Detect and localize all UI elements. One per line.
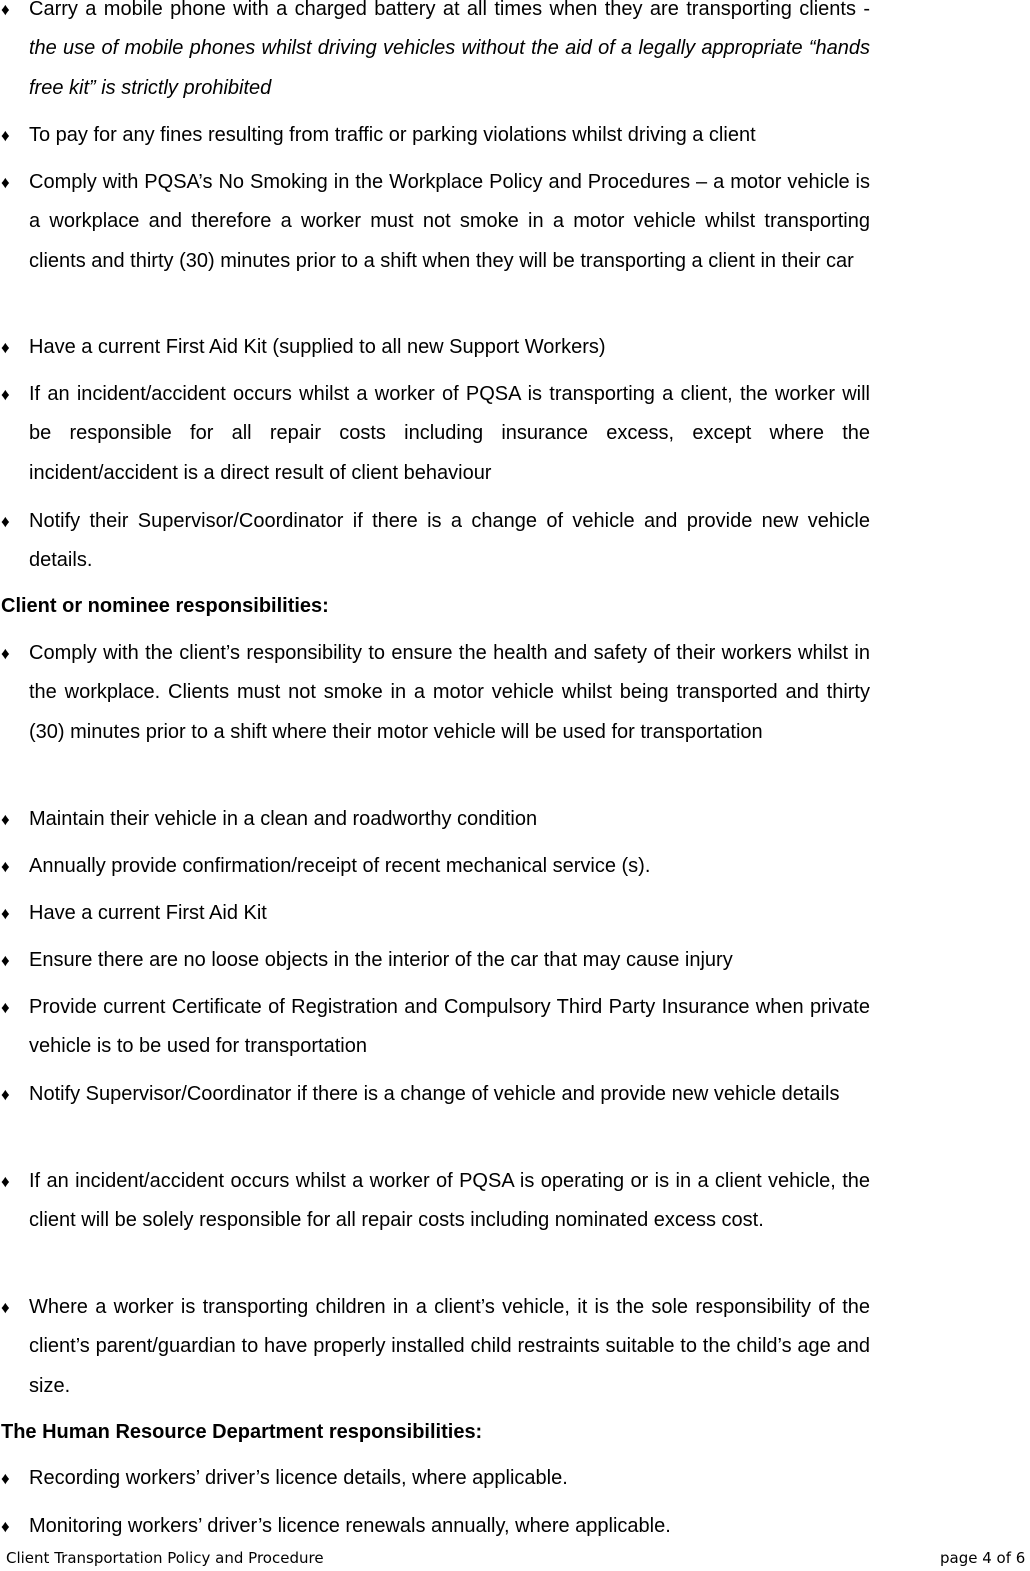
diamond-bullet-icon: ♦ [1,1172,10,1191]
list-item [0,847,870,886]
list-item-text: To pay for any fines resulting from traffic or parking violations whilst driving a client [29,124,756,146]
list-item [0,502,870,581]
list-item [0,1507,870,1546]
diamond-bullet-icon: ♦ [1,126,10,145]
list-item-text: Have a current First Aid Kit (supplied to all new Support Workers) [29,336,606,358]
footer-title: Client Transportation Policy and Procedure [6,1549,324,1567]
list-item-text: Ensure there are no loose objects in the interior of the car that may cause injury [29,949,733,971]
list-item-text: Notify their Supervisor/Coordinator if there is a change of vehicle and provide new vehicle details. [29,510,870,572]
diamond-bullet-icon: ♦ [1,1469,10,1488]
diamond-bullet-icon: ♦ [1,1517,10,1536]
list-item-text: Have a current First Aid Kit [29,902,267,924]
list-item-text: Provide current Certificate of Registration and Compulsory Third Party Insurance when private vehicle is to be used for transportation [29,996,870,1058]
list-item [0,1075,870,1114]
list-item-text: If an incident/accident occurs whilst a worker of PQSA is transporting a client, the worker will be responsible for all repair costs including insurance excess, except where the incident/accident is a direct result of client behaviour [29,383,870,484]
diamond-bullet-icon: ♦ [1,173,10,192]
list-item [0,988,870,1067]
list-item [0,800,870,839]
diamond-bullet-icon: ♦ [1,998,10,1017]
list-item [0,894,870,933]
list-item [0,941,870,980]
diamond-bullet-icon: ♦ [1,904,10,923]
diamond-bullet-icon: ♦ [1,810,10,829]
page-number: page 4 of 6 [940,1549,1026,1567]
diamond-bullet-icon: ♦ [1,1298,10,1317]
section-heading-hr: The Human Resource Department responsibilities: [1,1421,483,1443]
diamond-bullet-icon: ♦ [1,385,10,404]
diamond-bullet-icon: ♦ [1,338,10,357]
list-item [0,1162,870,1241]
list-item-text: Comply with PQSA’s No Smoking in the Workplace Policy and Procedures – a motor vehicle is a workplace and therefore a worker must not smoke in a motor vehicle whilst transporting clients and thirty (30) minutes prior to a shift when they will be transporting a client in their car [29,171,870,272]
list-item-text: Where a worker is transporting children in a client’s vehicle, it is the sole responsibility of the client’s parent/guardian to have properly installed child restraints suitable to the child’s age and size. [29,1296,870,1397]
list-item [0,116,870,155]
diamond-bullet-icon: ♦ [1,1085,10,1104]
list-item-text: Annually provide confirmation/receipt of recent mechanical service (s). [29,855,651,877]
list-item [0,328,870,367]
diamond-bullet-icon: ♦ [1,0,10,19]
list-item-text: Comply with the client’s responsibility to ensure the health and safety of their workers whilst in the workplace. Clients must not smoke in a motor vehicle whilst being transported and thirty (30) minutes prior to a shift where their motor vehicle will be used for transportation [29,642,870,743]
list-item-text: Maintain their vehicle in a clean and roadworthy condition [29,808,538,830]
list-item [0,634,870,752]
list-item-italic-text: the use of mobile phones whilst driving vehicles without the aid of a legally appropriate “hands free kit” is strictly prohibited [29,37,870,99]
list-item [0,1459,870,1498]
diamond-bullet-icon: ♦ [1,951,10,970]
list-item-text: If an incident/accident occurs whilst a worker of PQSA is operating or is in a client vehicle, the client will be solely responsible for all repair costs including nominated excess cost. [29,1170,870,1232]
section-heading-client: Client or nominee responsibilities: [1,595,329,617]
list-item-text: Notify Supervisor/Coordinator if there is a change of vehicle and provide new vehicle details [29,1083,840,1105]
list-item [0,1288,870,1406]
list-item [0,375,870,493]
diamond-bullet-icon: ♦ [1,644,10,663]
list-item-text: Carry a mobile phone with a charged battery at all times when they are transporting clients - [29,0,870,20]
list-item [0,0,870,108]
diamond-bullet-icon: ♦ [1,512,10,531]
list-item [0,163,870,281]
list-item-text: Monitoring workers’ driver’s licence renewals annually, where applicable. [29,1515,671,1537]
diamond-bullet-icon: ♦ [1,857,10,876]
list-item-text: Recording workers’ driver’s licence details, where applicable. [29,1467,568,1489]
